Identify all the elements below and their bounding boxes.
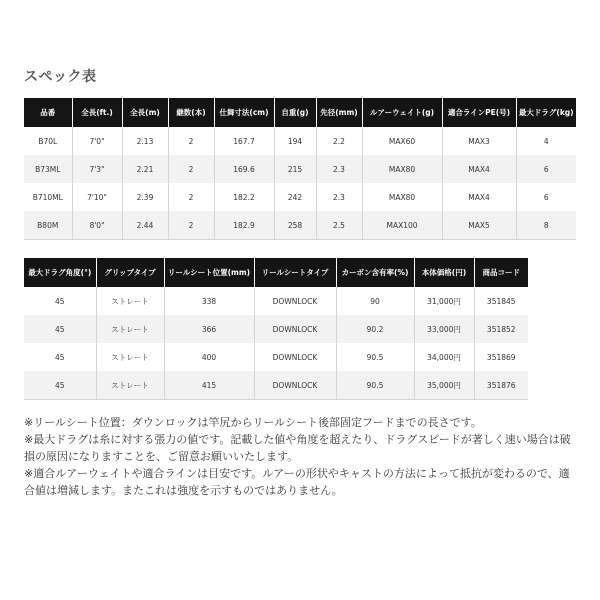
table-cell: 45 xyxy=(24,371,96,400)
table-cell: 2 xyxy=(168,127,214,155)
table-cell: 242 xyxy=(274,183,316,211)
table-row xyxy=(24,183,576,211)
column-header: 先径(mm) xyxy=(316,98,362,127)
column-header: 適合ラインPE(号) xyxy=(442,98,516,127)
table-row xyxy=(24,127,576,155)
table-row xyxy=(24,155,576,183)
table-header-row xyxy=(24,98,576,127)
column-header: 商品コード xyxy=(474,258,528,287)
table-cell: 2.13 xyxy=(122,127,168,155)
table-cell: 8'0" xyxy=(72,211,122,240)
table-cell: DOWNLOCK xyxy=(254,287,336,315)
table-cell: 45 xyxy=(24,343,96,371)
table-cell: DOWNLOCK xyxy=(254,371,336,400)
table-cell: B710ML xyxy=(24,183,72,211)
note-max-drag: ※最大ドラグは糸に対する張力の値です。記載した値や角度を超えたり、ドラグスピードが著しく速い場合は破損の原因になりますことを、ご留意お願いいたします。 xyxy=(24,433,571,463)
table-cell: 415 xyxy=(164,371,254,400)
table-cell: 35,000円 xyxy=(414,371,474,400)
table-cell: 2.5 xyxy=(316,211,362,240)
table-cell: 167.7 xyxy=(214,127,274,155)
table-cell: 2.44 xyxy=(122,211,168,240)
spec-table-secondary xyxy=(24,258,528,400)
table-cell: 45 xyxy=(24,315,96,343)
column-header: 本体価格(円) xyxy=(414,258,474,287)
column-header: 継数(本) xyxy=(168,98,214,127)
table-cell: 351869 xyxy=(474,343,528,371)
table-cell: 2.39 xyxy=(122,183,168,211)
table-cell: 258 xyxy=(274,211,316,240)
table-cell: ストレート xyxy=(96,315,164,343)
table-cell: 215 xyxy=(274,155,316,183)
column-header: リールシートタイプ xyxy=(254,258,336,287)
notes xyxy=(24,414,580,499)
table-cell: 90.5 xyxy=(336,371,414,400)
column-header: ルアーウェイト(g) xyxy=(362,98,442,127)
table-cell: 31,000円 xyxy=(414,287,474,315)
table-cell: 6 xyxy=(516,183,576,211)
table-cell: 338 xyxy=(164,287,254,315)
table-cell: 6 xyxy=(516,155,576,183)
table-cell: 2 xyxy=(168,183,214,211)
table-cell: 351876 xyxy=(474,371,528,400)
table-cell: 2.21 xyxy=(122,155,168,183)
table-cell: 33,000円 xyxy=(414,315,474,343)
spec-table-main xyxy=(24,98,576,240)
table-cell: DOWNLOCK xyxy=(254,343,336,371)
table-cell: 7'3" xyxy=(72,155,122,183)
table-cell: MAX60 xyxy=(362,127,442,155)
table-cell: MAX5 xyxy=(442,211,516,240)
table-cell: B73ML xyxy=(24,155,72,183)
table-cell: ストレート xyxy=(96,371,164,400)
table-cell: 90.5 xyxy=(336,343,414,371)
table-cell: MAX3 xyxy=(442,127,516,155)
table-cell: 45 xyxy=(24,287,96,315)
table-cell: 366 xyxy=(164,315,254,343)
table-cell: 194 xyxy=(274,127,316,155)
table-cell: 351845 xyxy=(474,287,528,315)
table-row xyxy=(24,287,528,315)
table-cell: 2.3 xyxy=(316,183,362,211)
note-reel-seat: ※リールシート位置：ダウンロックは竿尻からリールシート後部固定フードまでの長さです。 xyxy=(24,416,482,429)
table-cell: B80M xyxy=(24,211,72,240)
table-row xyxy=(24,211,576,240)
table-cell: 2 xyxy=(168,211,214,240)
table-cell: MAX4 xyxy=(442,183,516,211)
table-cell: B70L xyxy=(24,127,72,155)
table-cell: 8 xyxy=(516,211,576,240)
note-lure-line: ※適合ルアーウェイトや適合ラインは目安です。ルアーの形状やキャストの方法によって抵抗が変わるので、適合値は増減します。またこれは強度を示すものではありません。 xyxy=(24,467,570,497)
column-header: 全長(ft.) xyxy=(72,98,122,127)
column-header: 仕舞寸法(cm) xyxy=(214,98,274,127)
page-title: スペック表 xyxy=(24,69,97,85)
table-cell: ストレート xyxy=(96,343,164,371)
table-cell: 400 xyxy=(164,343,254,371)
column-header: 品番 xyxy=(24,98,72,127)
table-cell: 4 xyxy=(516,127,576,155)
column-header: グリップタイプ xyxy=(96,258,164,287)
table-cell: MAX4 xyxy=(442,155,516,183)
table-cell: 2.2 xyxy=(316,127,362,155)
table-cell: 90.2 xyxy=(336,315,414,343)
column-header: 全長(m) xyxy=(122,98,168,127)
table-cell: 2.3 xyxy=(316,155,362,183)
table-cell: 169.6 xyxy=(214,155,274,183)
column-header: 最大ドラグ(kg) xyxy=(516,98,576,127)
table-cell: MAX100 xyxy=(362,211,442,240)
table-cell: MAX80 xyxy=(362,183,442,211)
table-cell: 34,000円 xyxy=(414,343,474,371)
table-row xyxy=(24,315,528,343)
table-cell: 351852 xyxy=(474,315,528,343)
column-header: 自重(g) xyxy=(274,98,316,127)
column-header: 最大ドラグ角度(°) xyxy=(24,258,96,287)
table-cell: 182.2 xyxy=(214,183,274,211)
column-header: カーボン含有率(%) xyxy=(336,258,414,287)
table-row xyxy=(24,343,528,371)
table-cell: 182.9 xyxy=(214,211,274,240)
table-cell: MAX80 xyxy=(362,155,442,183)
table-cell: ストレート xyxy=(96,287,164,315)
table-cell: 7'10" xyxy=(72,183,122,211)
table-header-row xyxy=(24,258,528,287)
table-row xyxy=(24,371,528,400)
table-cell: 7'0" xyxy=(72,127,122,155)
table-cell: 2 xyxy=(168,155,214,183)
column-header: リールシート位置(mm) xyxy=(164,258,254,287)
table-cell: 90 xyxy=(336,287,414,315)
table-cell: DOWNLOCK xyxy=(254,315,336,343)
